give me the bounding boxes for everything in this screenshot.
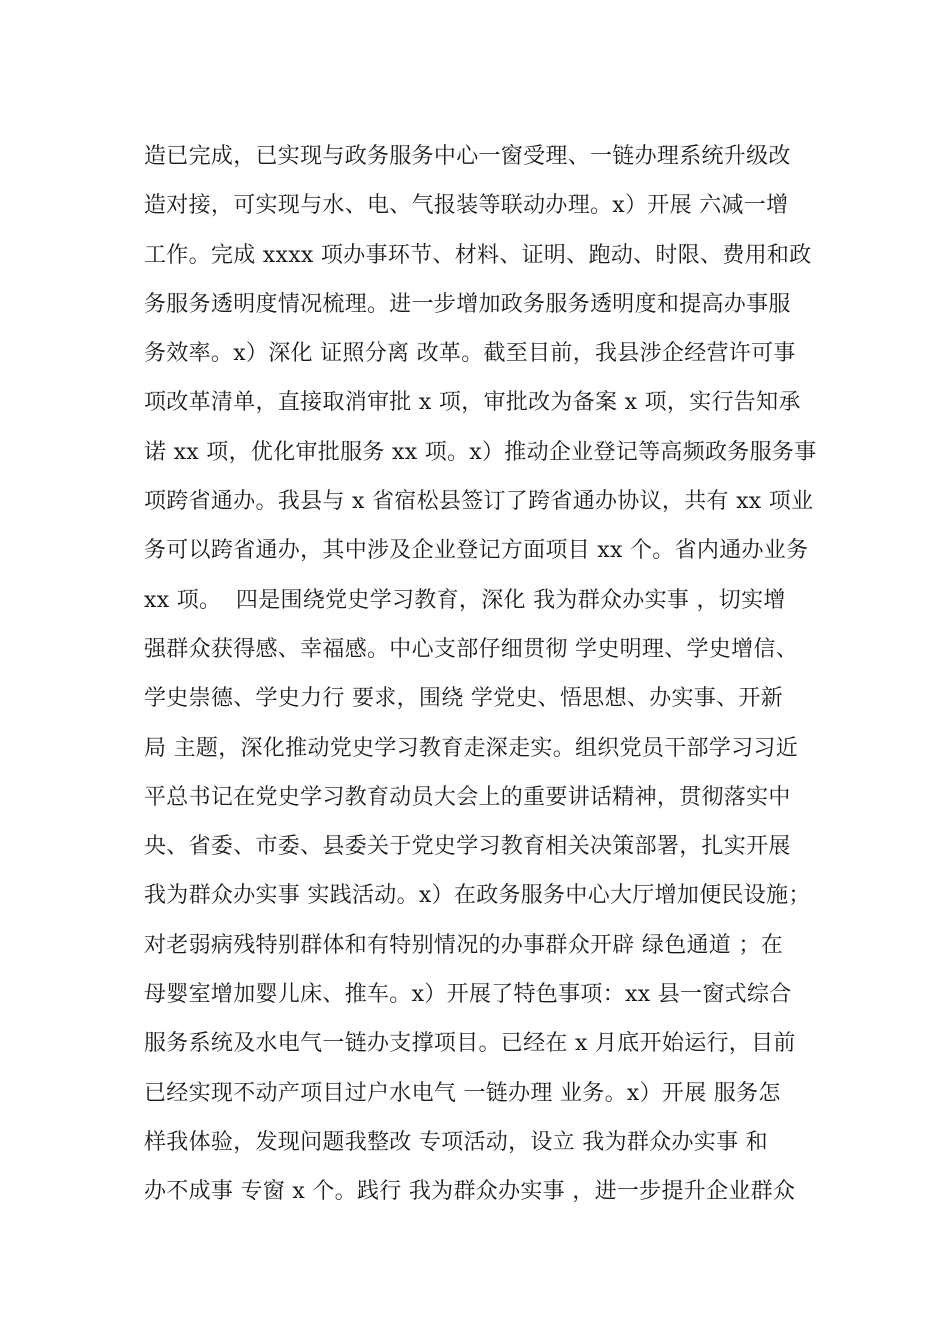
text-line: 局 主题，深化推动党史学习教育走深走实。组织党员干部学习习近	[144, 735, 798, 761]
text-line: 务可以跨省通办，其中涉及企业登记方面项目 xx 个。省内通办业务	[144, 538, 809, 564]
text-line: 对老弱病残特别群体和有特别情况的办事群众开辟 绿色通道 ；在	[144, 932, 783, 958]
body-text	[144, 132, 817, 1217]
text-line: 学史崇德、学史力行 要求，围绕 学党史、悟思想、办实事、开新	[144, 686, 783, 712]
text-line: 平总书记在党史学习教育动员大会上的重要讲话精神，贯彻落实中	[144, 784, 791, 810]
text-line: 务服务透明度情况梳理。进一步增加政务服务透明度和提高办事服	[144, 291, 791, 317]
text-line: xx 项。 四是围绕党史学习教育，深化 我为群众办实事 ，切实增	[144, 587, 786, 613]
text-line: 服务系统及水电气一链办支撑项目。已经在 x 月底开始运行，目前	[144, 1031, 796, 1057]
text-line: 造对接，可实现与水、电、气报装等联动办理。x）开展 六减一增	[144, 193, 789, 219]
text-line: 母婴室增加婴儿床、推车。x）开展了特色事项：xx 县一窗式综合	[144, 982, 792, 1008]
text-line: 我为群众办实事 实践活动。x）在政务服务中心大厅增加便民设施；	[144, 883, 811, 909]
text-line: 项跨省通办。我县与 x 省宿松县签订了跨省通办协议，共有 xx 项业	[144, 489, 814, 515]
text-line: 工作。完成 xxxx 项办事环节、材料、证明、跑动、时限、费用和政	[144, 242, 812, 268]
text-line: 办不成事 专窗 x 个。践行 我为群众办实事 ，进一步提升企业群众	[144, 1179, 796, 1205]
text-line: 强群众获得感、幸福感。中心支部仔细贯彻 学史明理、学史增信、	[144, 636, 798, 662]
text-line: 诺 xx 项，优化审批服务 xx 项。x）推动企业登记等高频政务服务事	[144, 439, 817, 465]
text-line: 务效率。x）深化 证照分离 改革。截至目前，我县涉企经营许可事	[144, 341, 796, 367]
text-line: 样我体验，发现问题我整改 专项活动，设立 我为群众办实事 和	[144, 1129, 768, 1155]
text-line: 项改革清单，直接取消审批 x 项，审批改为备案 x 项，实行告知承	[144, 390, 801, 416]
text-line: 央、省委、市委、县委关于党史学习教育相关决策部署，扎实开展	[144, 834, 791, 860]
text-line: 造已完成，已实现与政务服务中心一窗受理、一链办理系统升级改	[144, 144, 791, 169]
text-line: 已经实现不动产项目过户水电气 一链办理 业务。x）开展 服务怎	[144, 1080, 781, 1106]
